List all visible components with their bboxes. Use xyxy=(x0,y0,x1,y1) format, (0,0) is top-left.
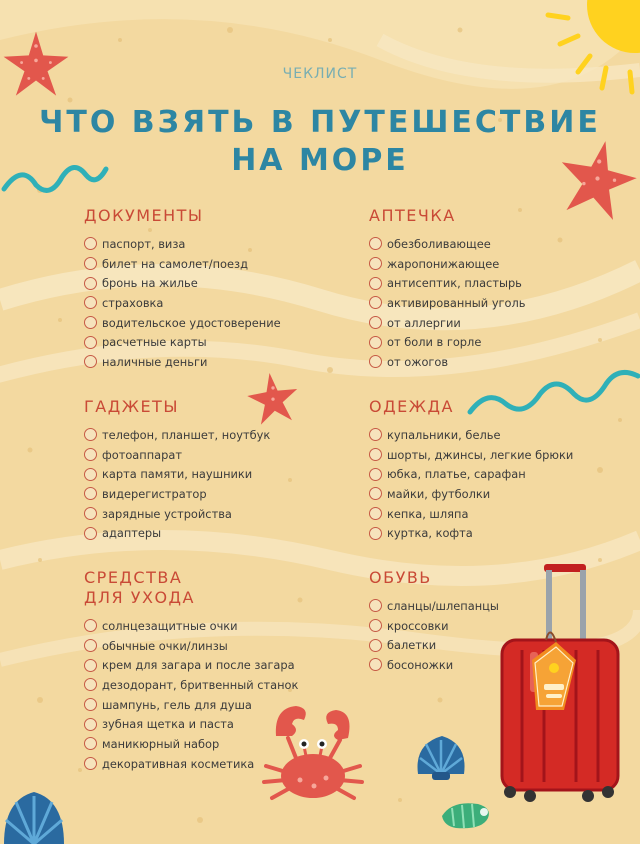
checklist-item[interactable] xyxy=(84,313,281,333)
item-label: шорты, джинсы, легкие брюки xyxy=(387,447,574,462)
checkbox-circle[interactable] xyxy=(84,678,97,691)
checkbox-circle[interactable] xyxy=(84,698,97,711)
checkbox-circle[interactable] xyxy=(369,527,382,540)
page-title xyxy=(0,104,640,180)
checkbox-circle[interactable] xyxy=(84,507,97,520)
checkbox-circle[interactable] xyxy=(369,336,382,349)
seashell-icon xyxy=(0,786,68,844)
item-label: от аллергии xyxy=(387,315,461,330)
item-label: жаропонижающее xyxy=(387,256,500,271)
checkbox-circle[interactable] xyxy=(84,237,97,250)
section-title: ГАДЖЕТЫ xyxy=(84,397,179,416)
checklist-item[interactable] xyxy=(369,523,573,543)
checklist-item[interactable] xyxy=(369,464,573,484)
checkbox-circle[interactable] xyxy=(84,737,97,750)
suitcase-icon xyxy=(494,560,624,806)
checklist-item[interactable] xyxy=(84,425,270,445)
item-label: босоножки xyxy=(387,657,454,672)
checklist-item[interactable] xyxy=(369,655,499,675)
checkbox-circle[interactable] xyxy=(369,448,382,461)
checklist-item[interactable] xyxy=(369,596,499,616)
checkbox-circle[interactable] xyxy=(84,527,97,540)
starfish-icon xyxy=(0,28,72,100)
checklist-item[interactable] xyxy=(369,616,499,636)
checkbox-circle[interactable] xyxy=(369,658,382,671)
checklist-item[interactable] xyxy=(84,504,270,524)
section-title: АПТЕЧКА xyxy=(369,206,456,225)
item-label: кроссовки xyxy=(387,618,449,633)
checkbox-circle[interactable] xyxy=(369,487,382,500)
item-label: бронь на жилье xyxy=(102,276,198,291)
section-clothes xyxy=(369,397,573,543)
checklist-item[interactable] xyxy=(369,445,573,465)
item-label: паспорт, виза xyxy=(102,236,186,251)
checklist-item[interactable] xyxy=(369,484,573,504)
item-label: обычные очки/линзы xyxy=(102,638,228,653)
checkbox-circle[interactable] xyxy=(84,277,97,290)
item-label: декоративная косметика xyxy=(102,756,255,771)
checkbox-circle[interactable] xyxy=(369,619,382,632)
item-label: куртка, кофта xyxy=(387,526,473,541)
checkbox-circle[interactable] xyxy=(369,428,382,441)
item-label: билет на самолет/поезд xyxy=(102,256,248,271)
item-label: юбка, платье, сарафан xyxy=(387,467,526,482)
title-line-1: ЧТО ВЗЯТЬ В ПУТЕШЕСТВИЕ xyxy=(39,105,601,140)
checkbox-circle[interactable] xyxy=(369,639,382,652)
item-label: купальники, белье xyxy=(387,427,501,442)
checkbox-circle[interactable] xyxy=(84,448,97,461)
item-label: крем для загара и после загара xyxy=(102,658,295,673)
checklist-item[interactable] xyxy=(369,234,526,254)
checklist-item[interactable] xyxy=(84,636,298,656)
item-label: адаптеры xyxy=(102,526,162,541)
item-label: зарядные устройства xyxy=(102,506,232,521)
checklist-item[interactable] xyxy=(369,332,526,352)
checklist-item[interactable] xyxy=(369,352,526,372)
item-label: карта памяти, наушники xyxy=(102,467,253,482)
checkbox-circle[interactable] xyxy=(84,757,97,770)
checklist-item[interactable] xyxy=(84,675,298,695)
item-label: антисептик, пластырь xyxy=(387,276,522,291)
checkbox-circle[interactable] xyxy=(84,468,97,481)
checklist-item[interactable] xyxy=(369,425,573,445)
section-title: ДОКУМЕНТЫ xyxy=(84,206,204,225)
section-title: ОБУВЬ xyxy=(369,568,432,587)
checklist-item[interactable] xyxy=(84,352,281,372)
checklist-item[interactable] xyxy=(84,293,281,313)
item-label: фотоаппарат xyxy=(102,447,183,462)
checkbox-circle[interactable] xyxy=(84,336,97,349)
checklist-item[interactable] xyxy=(84,332,281,352)
checkbox-circle[interactable] xyxy=(84,619,97,632)
section-title xyxy=(84,568,298,608)
item-label: телефон, планшет, ноутбук xyxy=(102,427,271,442)
section-documents xyxy=(84,206,281,372)
checklist-item[interactable] xyxy=(84,254,281,274)
item-label: расчетные карты xyxy=(102,335,207,350)
item-label: майки, футболки xyxy=(387,486,491,501)
checklist-item[interactable] xyxy=(369,504,573,524)
checklist-item[interactable] xyxy=(84,655,298,675)
item-label: зубная щетка и паста xyxy=(102,717,234,732)
item-label: от боли в горле xyxy=(387,335,482,350)
checklist-item[interactable] xyxy=(369,273,526,293)
checkbox-circle[interactable] xyxy=(369,257,382,270)
checklist-item[interactable] xyxy=(84,273,281,293)
checklist-item[interactable] xyxy=(84,484,270,504)
crab-icon xyxy=(256,700,371,808)
item-label: от ожогов xyxy=(387,354,449,369)
checklist-item[interactable] xyxy=(369,254,526,274)
section-pharmacy xyxy=(369,206,526,372)
section-shoes xyxy=(369,568,499,675)
checkbox-circle[interactable] xyxy=(369,296,382,309)
section-title-line-1: СРЕДСТВА xyxy=(84,568,183,587)
item-label: маникюрный набор xyxy=(102,736,220,751)
item-label: страховка xyxy=(102,295,164,310)
checkbox-circle[interactable] xyxy=(84,487,97,500)
checklist-item[interactable] xyxy=(369,635,499,655)
item-label: водительское удостоверение xyxy=(102,315,281,330)
checkbox-circle[interactable] xyxy=(84,316,97,329)
checklist-eyebrow: ЧЕКЛИСТ xyxy=(282,66,358,82)
checklist-item[interactable] xyxy=(84,445,270,465)
checkbox-circle[interactable] xyxy=(369,237,382,250)
section-gadgets xyxy=(84,397,270,543)
checklist-item[interactable] xyxy=(369,293,526,313)
checklist-item[interactable] xyxy=(84,464,270,484)
checkbox-circle[interactable] xyxy=(369,507,382,520)
item-label: обезболивающее xyxy=(387,236,491,251)
item-label: активированный уголь xyxy=(387,295,526,310)
item-label: солнцезащитные очки xyxy=(102,618,238,633)
checklist-item[interactable] xyxy=(84,523,270,543)
section-title-line-2: ДЛЯ УХОДА xyxy=(84,588,195,607)
seashell-icon xyxy=(438,798,494,834)
item-label: кепка, шляпа xyxy=(387,506,469,521)
checkbox-circle[interactable] xyxy=(369,468,382,481)
checkbox-circle[interactable] xyxy=(84,718,97,731)
checkbox-circle[interactable] xyxy=(84,296,97,309)
checkbox-circle[interactable] xyxy=(84,257,97,270)
checkbox-circle[interactable] xyxy=(369,599,382,612)
checkbox-circle[interactable] xyxy=(369,277,382,290)
title-line-2: НА МОРЕ xyxy=(231,143,409,178)
item-label: сланцы/шлепанцы xyxy=(387,598,499,613)
checklist-item[interactable] xyxy=(84,234,281,254)
checkbox-circle[interactable] xyxy=(369,355,382,368)
checkbox-circle[interactable] xyxy=(84,659,97,672)
item-label: балетки xyxy=(387,638,437,653)
section-title: ОДЕЖДА xyxy=(369,397,454,416)
item-label: наличные деньги xyxy=(102,354,208,369)
checkbox-circle[interactable] xyxy=(84,428,97,441)
item-label: видерегистратор xyxy=(102,486,207,501)
item-label: шампунь, гель для душа xyxy=(102,697,252,712)
checkbox-circle[interactable] xyxy=(369,316,382,329)
checkbox-circle[interactable] xyxy=(84,639,97,652)
checklist-item[interactable] xyxy=(84,616,298,636)
checklist-item[interactable] xyxy=(369,313,526,333)
seashell-icon xyxy=(412,730,470,782)
item-label: дезодорант, бритвенный станок xyxy=(102,677,299,692)
checkbox-circle[interactable] xyxy=(84,355,97,368)
